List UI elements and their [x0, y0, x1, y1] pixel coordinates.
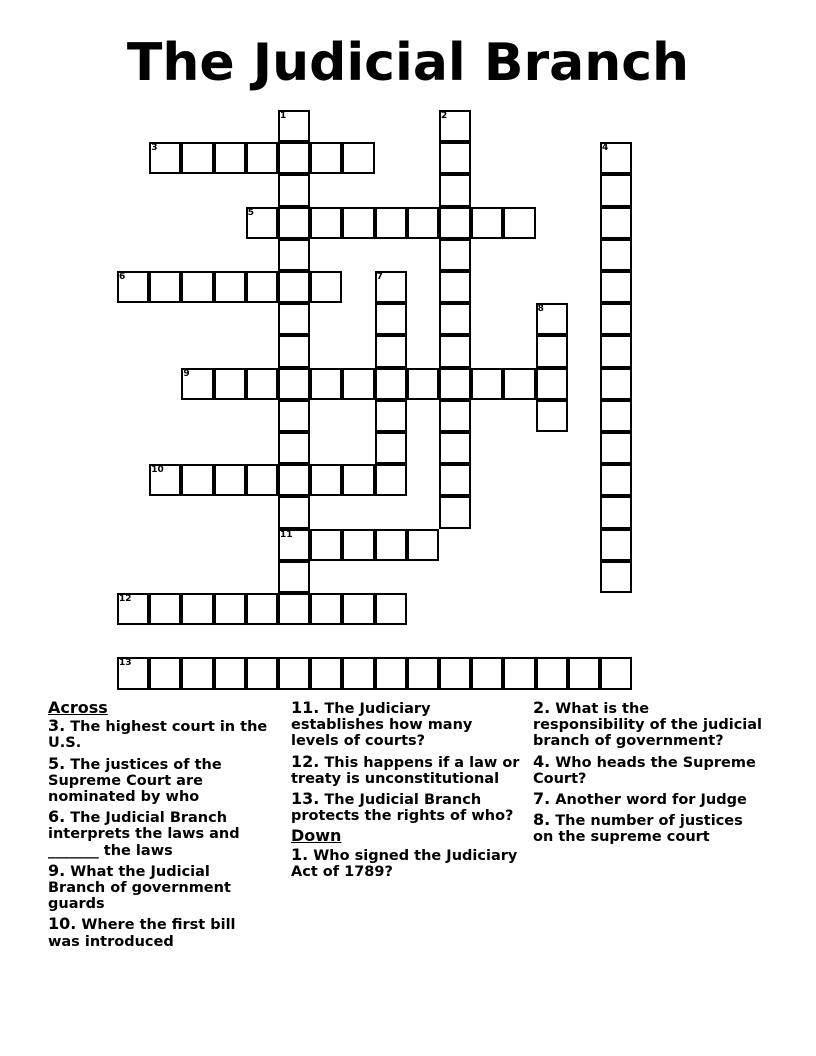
clue-label-number: 4.: [533, 751, 551, 771]
across-heading: Across: [48, 698, 108, 717]
clue: [48, 753, 270, 806]
grid-cell[interactable]: [181, 657, 213, 689]
clue-number: 10: [151, 465, 164, 476]
grid-cell[interactable]: [471, 657, 503, 689]
grid-cell[interactable]: [375, 432, 407, 464]
clue-text: Another word for Judge: [555, 792, 747, 809]
grid-cell[interactable]: [439, 271, 471, 303]
clue-label-number: 7.: [533, 789, 551, 809]
clue-number: 1: [280, 111, 287, 121]
grid-cell[interactable]: [310, 271, 342, 303]
clue-number: 2: [441, 111, 448, 121]
grid-cell[interactable]: [439, 432, 471, 464]
grid-cell[interactable]: [600, 464, 632, 496]
grid-cell[interactable]: [471, 368, 503, 400]
clue: [291, 700, 521, 750]
grid-cell[interactable]: [536, 335, 568, 367]
clue-number: 12: [119, 594, 132, 604]
clue-label-number: 5.: [48, 753, 66, 773]
grid-cell[interactable]: [471, 207, 503, 239]
clue-label-number: 6.: [48, 807, 66, 827]
clue-label-number: 13.: [291, 789, 320, 809]
clue: [48, 718, 270, 751]
grid-cell[interactable]: [439, 400, 471, 432]
grid-cell[interactable]: [375, 207, 407, 239]
grid-cell[interactable]: [214, 464, 246, 496]
grid-cell[interactable]: [310, 368, 342, 400]
grid-cell[interactable]: [600, 174, 632, 206]
grid-cell[interactable]: [375, 335, 407, 367]
grid-cell[interactable]: [278, 271, 310, 303]
grid-cell[interactable]: [149, 271, 181, 303]
clue-label-number: 12.: [291, 751, 320, 771]
grid-cell[interactable]: [310, 657, 342, 689]
grid-cell[interactable]: [181, 271, 213, 303]
grid-cell[interactable]: [568, 657, 600, 689]
grid-cell[interactable]: [407, 529, 439, 561]
clue-text: Who signed the Judiciary Act of 1789?: [291, 847, 518, 880]
grid-cell[interactable]: [342, 529, 374, 561]
grid-cell[interactable]: [600, 303, 632, 335]
grid-cell[interactable]: [278, 432, 310, 464]
grid-cell[interactable]: [375, 368, 407, 400]
grid-cell[interactable]: [375, 529, 407, 561]
grid-cell[interactable]: [181, 142, 213, 174]
grid-cell[interactable]: [439, 142, 471, 174]
grid-cell[interactable]: [439, 239, 471, 271]
grid-cell[interactable]: [246, 271, 278, 303]
grid-cell[interactable]: [278, 561, 310, 593]
grid-cell[interactable]: [375, 400, 407, 432]
clue-number: 13: [119, 658, 132, 669]
grid-cell[interactable]: [600, 239, 632, 271]
clue-label-number: 3.: [48, 716, 66, 736]
clue-number: 4: [602, 143, 609, 154]
clue-label-number: 1.: [291, 844, 309, 864]
grid-cell[interactable]: [439, 303, 471, 335]
clue: [291, 751, 521, 787]
grid-cell[interactable]: [278, 496, 310, 528]
grid-cell[interactable]: [600, 207, 632, 239]
grid-cell[interactable]: [600, 529, 632, 561]
clues-column-1: [48, 700, 270, 954]
grid-cell[interactable]: [181, 464, 213, 496]
clue: [533, 751, 763, 787]
grid-cell[interactable]: [278, 464, 310, 496]
grid-cell[interactable]: [149, 657, 181, 689]
grid-cell[interactable]: [536, 657, 568, 689]
grid-cell[interactable]: [407, 657, 439, 689]
grid-cell[interactable]: [375, 657, 407, 689]
clue: [48, 809, 270, 859]
grid-cell[interactable]: [310, 593, 342, 625]
clue-text: Where the first bill was introduced: [48, 917, 236, 950]
grid-cell[interactable]: [246, 142, 278, 174]
grid-cell[interactable]: [278, 400, 310, 432]
clue: [48, 860, 270, 913]
clue-number: 6: [119, 272, 126, 282]
clue-text: This happens if a law or treaty is unconstitutional: [291, 754, 520, 787]
clues-column-3: [533, 700, 763, 850]
clue: [533, 791, 763, 808]
grid-cell[interactable]: [246, 593, 278, 625]
grid-cell[interactable]: [407, 368, 439, 400]
grid-cell[interactable]: [439, 335, 471, 367]
grid-cell[interactable]: [214, 271, 246, 303]
grid-cell[interactable]: [342, 593, 374, 625]
grid-cell[interactable]: [278, 335, 310, 367]
grid-cell[interactable]: [342, 142, 374, 174]
grid-cell[interactable]: [375, 593, 407, 625]
clue-label-number: 2.: [533, 698, 551, 717]
grid-cell[interactable]: [310, 464, 342, 496]
grid-cell[interactable]: [342, 464, 374, 496]
grid-cell[interactable]: [278, 368, 310, 400]
clue-text: The Judicial Branch interprets the laws and _______ the laws: [48, 810, 240, 859]
grid-cell[interactable]: [503, 207, 535, 239]
clue-text: The Judicial Branch protects the rights of who?: [291, 792, 514, 825]
clue-text: What the Judicial Branch of government guards: [48, 863, 231, 913]
grid-cell[interactable]: [375, 464, 407, 496]
grid-cell[interactable]: [536, 368, 568, 400]
grid-cell[interactable]: [600, 335, 632, 367]
grid-cell[interactable]: [214, 368, 246, 400]
clue-label-number: 9.: [48, 860, 66, 880]
clue: [291, 844, 521, 880]
down-heading: Down: [291, 826, 342, 846]
grid-cell[interactable]: [600, 561, 632, 593]
grid-cell[interactable]: [246, 368, 278, 400]
clue-number: 11: [280, 529, 293, 540]
grid-cell[interactable]: [600, 657, 632, 689]
grid-cell[interactable]: [310, 529, 342, 561]
grid-cell[interactable]: [439, 464, 471, 496]
clue-number: 9: [183, 368, 190, 379]
page-title: The Judicial Branch: [126, 33, 690, 93]
grid-cell[interactable]: [342, 657, 374, 689]
clue-label-number: 11.: [291, 698, 320, 717]
grid-cell[interactable]: [246, 657, 278, 689]
grid-cell[interactable]: [439, 368, 471, 400]
grid-cell[interactable]: [214, 593, 246, 625]
grid-cell[interactable]: [439, 657, 471, 689]
clue: [533, 700, 763, 750]
clue: [533, 812, 763, 845]
grid-cell[interactable]: [600, 496, 632, 528]
grid-cell[interactable]: [278, 207, 310, 239]
grid-cell[interactable]: [310, 207, 342, 239]
grid-cell[interactable]: [246, 464, 278, 496]
grid-cell[interactable]: [439, 496, 471, 528]
grid-cell[interactable]: [278, 142, 310, 174]
grid-cell[interactable]: [278, 657, 310, 689]
grid-cell[interactable]: [439, 174, 471, 206]
grid-cell[interactable]: [278, 593, 310, 625]
clue-number: 8: [537, 304, 544, 315]
grid-cell[interactable]: [181, 593, 213, 625]
grid-cell[interactable]: [149, 593, 181, 625]
clue-label-number: 10.: [48, 914, 77, 934]
clue-text: The highest court in the U.S.: [48, 719, 268, 752]
grid-cell[interactable]: [278, 174, 310, 206]
clues-column-2: [291, 700, 521, 884]
clue-number: 5: [247, 207, 255, 218]
grid-cell[interactable]: [278, 303, 310, 335]
grid-cell[interactable]: [439, 207, 471, 239]
grid-cell[interactable]: [310, 142, 342, 174]
grid-cell[interactable]: [375, 303, 407, 335]
grid-cell[interactable]: [600, 400, 632, 432]
grid-cell[interactable]: [407, 207, 439, 239]
grid-cell[interactable]: [342, 207, 374, 239]
clue: [48, 916, 270, 949]
grid-cell[interactable]: [503, 657, 535, 689]
grid-cell[interactable]: [214, 657, 246, 689]
grid-cell[interactable]: [278, 239, 310, 271]
grid-cell[interactable]: [600, 368, 632, 400]
clue-text: What is the responsibility of the judicial branch of government?: [533, 701, 763, 750]
grid-cell[interactable]: [600, 271, 632, 303]
clue-text: The number of justices on the supreme court: [533, 813, 743, 846]
clue-text: Who heads the Supreme Court?: [533, 754, 756, 787]
clue-label-number: 8.: [533, 810, 551, 830]
clue-number: 3: [151, 143, 158, 154]
grid-cell[interactable]: [214, 142, 246, 174]
grid-cell[interactable]: [600, 432, 632, 464]
clue: [291, 791, 521, 824]
grid-cell[interactable]: [342, 368, 374, 400]
clue-number: 7: [376, 272, 383, 282]
clue-text: The Judiciary establishes how many levels of courts?: [291, 701, 473, 750]
clue-text: The justices of the Supreme Court are nominated by who: [48, 756, 222, 806]
grid-cell[interactable]: [536, 400, 568, 432]
grid-cell[interactable]: [503, 368, 535, 400]
